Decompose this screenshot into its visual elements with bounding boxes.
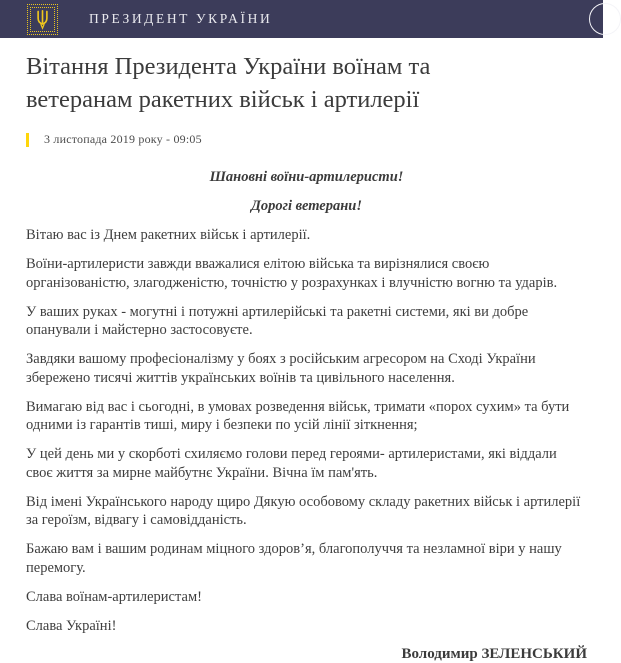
salutation-line: Шановні воїни-артилеристи! bbox=[209, 169, 404, 185]
publish-date-row bbox=[26, 132, 587, 147]
article bbox=[0, 38, 603, 663]
publish-date: 3 листопада 2019 року - 09:05 bbox=[44, 132, 202, 146]
article-paragraph: Вітаю вас із Днем ракетних військ і артилерії. bbox=[26, 227, 311, 243]
article-paragraph: Від імені Українського народу щиро Дякую особовому складу ракетних військ і артилерії за героїзм, відвагу і самовідданість. bbox=[26, 493, 581, 528]
site-title-link[interactable]: ПРЕЗИДЕНТ УКРАЇНИ bbox=[89, 11, 273, 26]
search-icon[interactable] bbox=[589, 3, 621, 35]
site-header bbox=[0, 0, 603, 38]
trident-emblem-icon bbox=[35, 9, 50, 30]
site-logo[interactable] bbox=[27, 4, 58, 35]
article-paragraph: Воїни-артилеристи завжди вважалися елітою війська та вирізнялися своєю організованістю, злагодженістю, точністю у розрахунках і влучністю вогню та ударів. bbox=[26, 256, 558, 291]
article-body bbox=[26, 226, 587, 635]
salutations bbox=[26, 168, 587, 216]
article-paragraph: Бажаю вам і вашим родинам міцного здоров’я, благополуччя та незламної віри у нашу перемогу. bbox=[26, 541, 562, 576]
article-paragraph: Слава воїнам-артилеристам! bbox=[26, 588, 202, 605]
article-paragraph: У ваших руках - могутні і потужні артилерійські та ракетні системи, які ви добре опанували і майстерно застосовуєте. bbox=[26, 303, 529, 338]
date-accent-bar bbox=[26, 133, 29, 147]
article-paragraph: Слава Україні! bbox=[26, 617, 117, 634]
article-paragraph: Вимагаю від вас і сьогодні, в умовах розведення військ, тримати «порох сухим» та бути одними із гарантів тиші, миру і безпеки по усій лінії зіткнення; bbox=[26, 398, 570, 433]
article-paragraph: У цей день ми у скорботі схиляємо голови перед героями- артилеристами, які віддали своє життя за мирне майбутнє України. Вічна їм пам'ять. bbox=[26, 446, 557, 481]
signature: Володимир ЗЕЛЕНСЬКИЙ bbox=[401, 645, 587, 662]
page-title: Вітання Президента України воїнам та ветеранам ракетних військ і артилерії bbox=[26, 53, 431, 113]
article-paragraph: Завдяки вашому професіоналізму у боях з російським агресором на Сході України збережено тисячі життів українських воїнів та цивільного населення. bbox=[26, 351, 536, 386]
salutation-line: Дорогі ветерани! bbox=[251, 198, 362, 214]
